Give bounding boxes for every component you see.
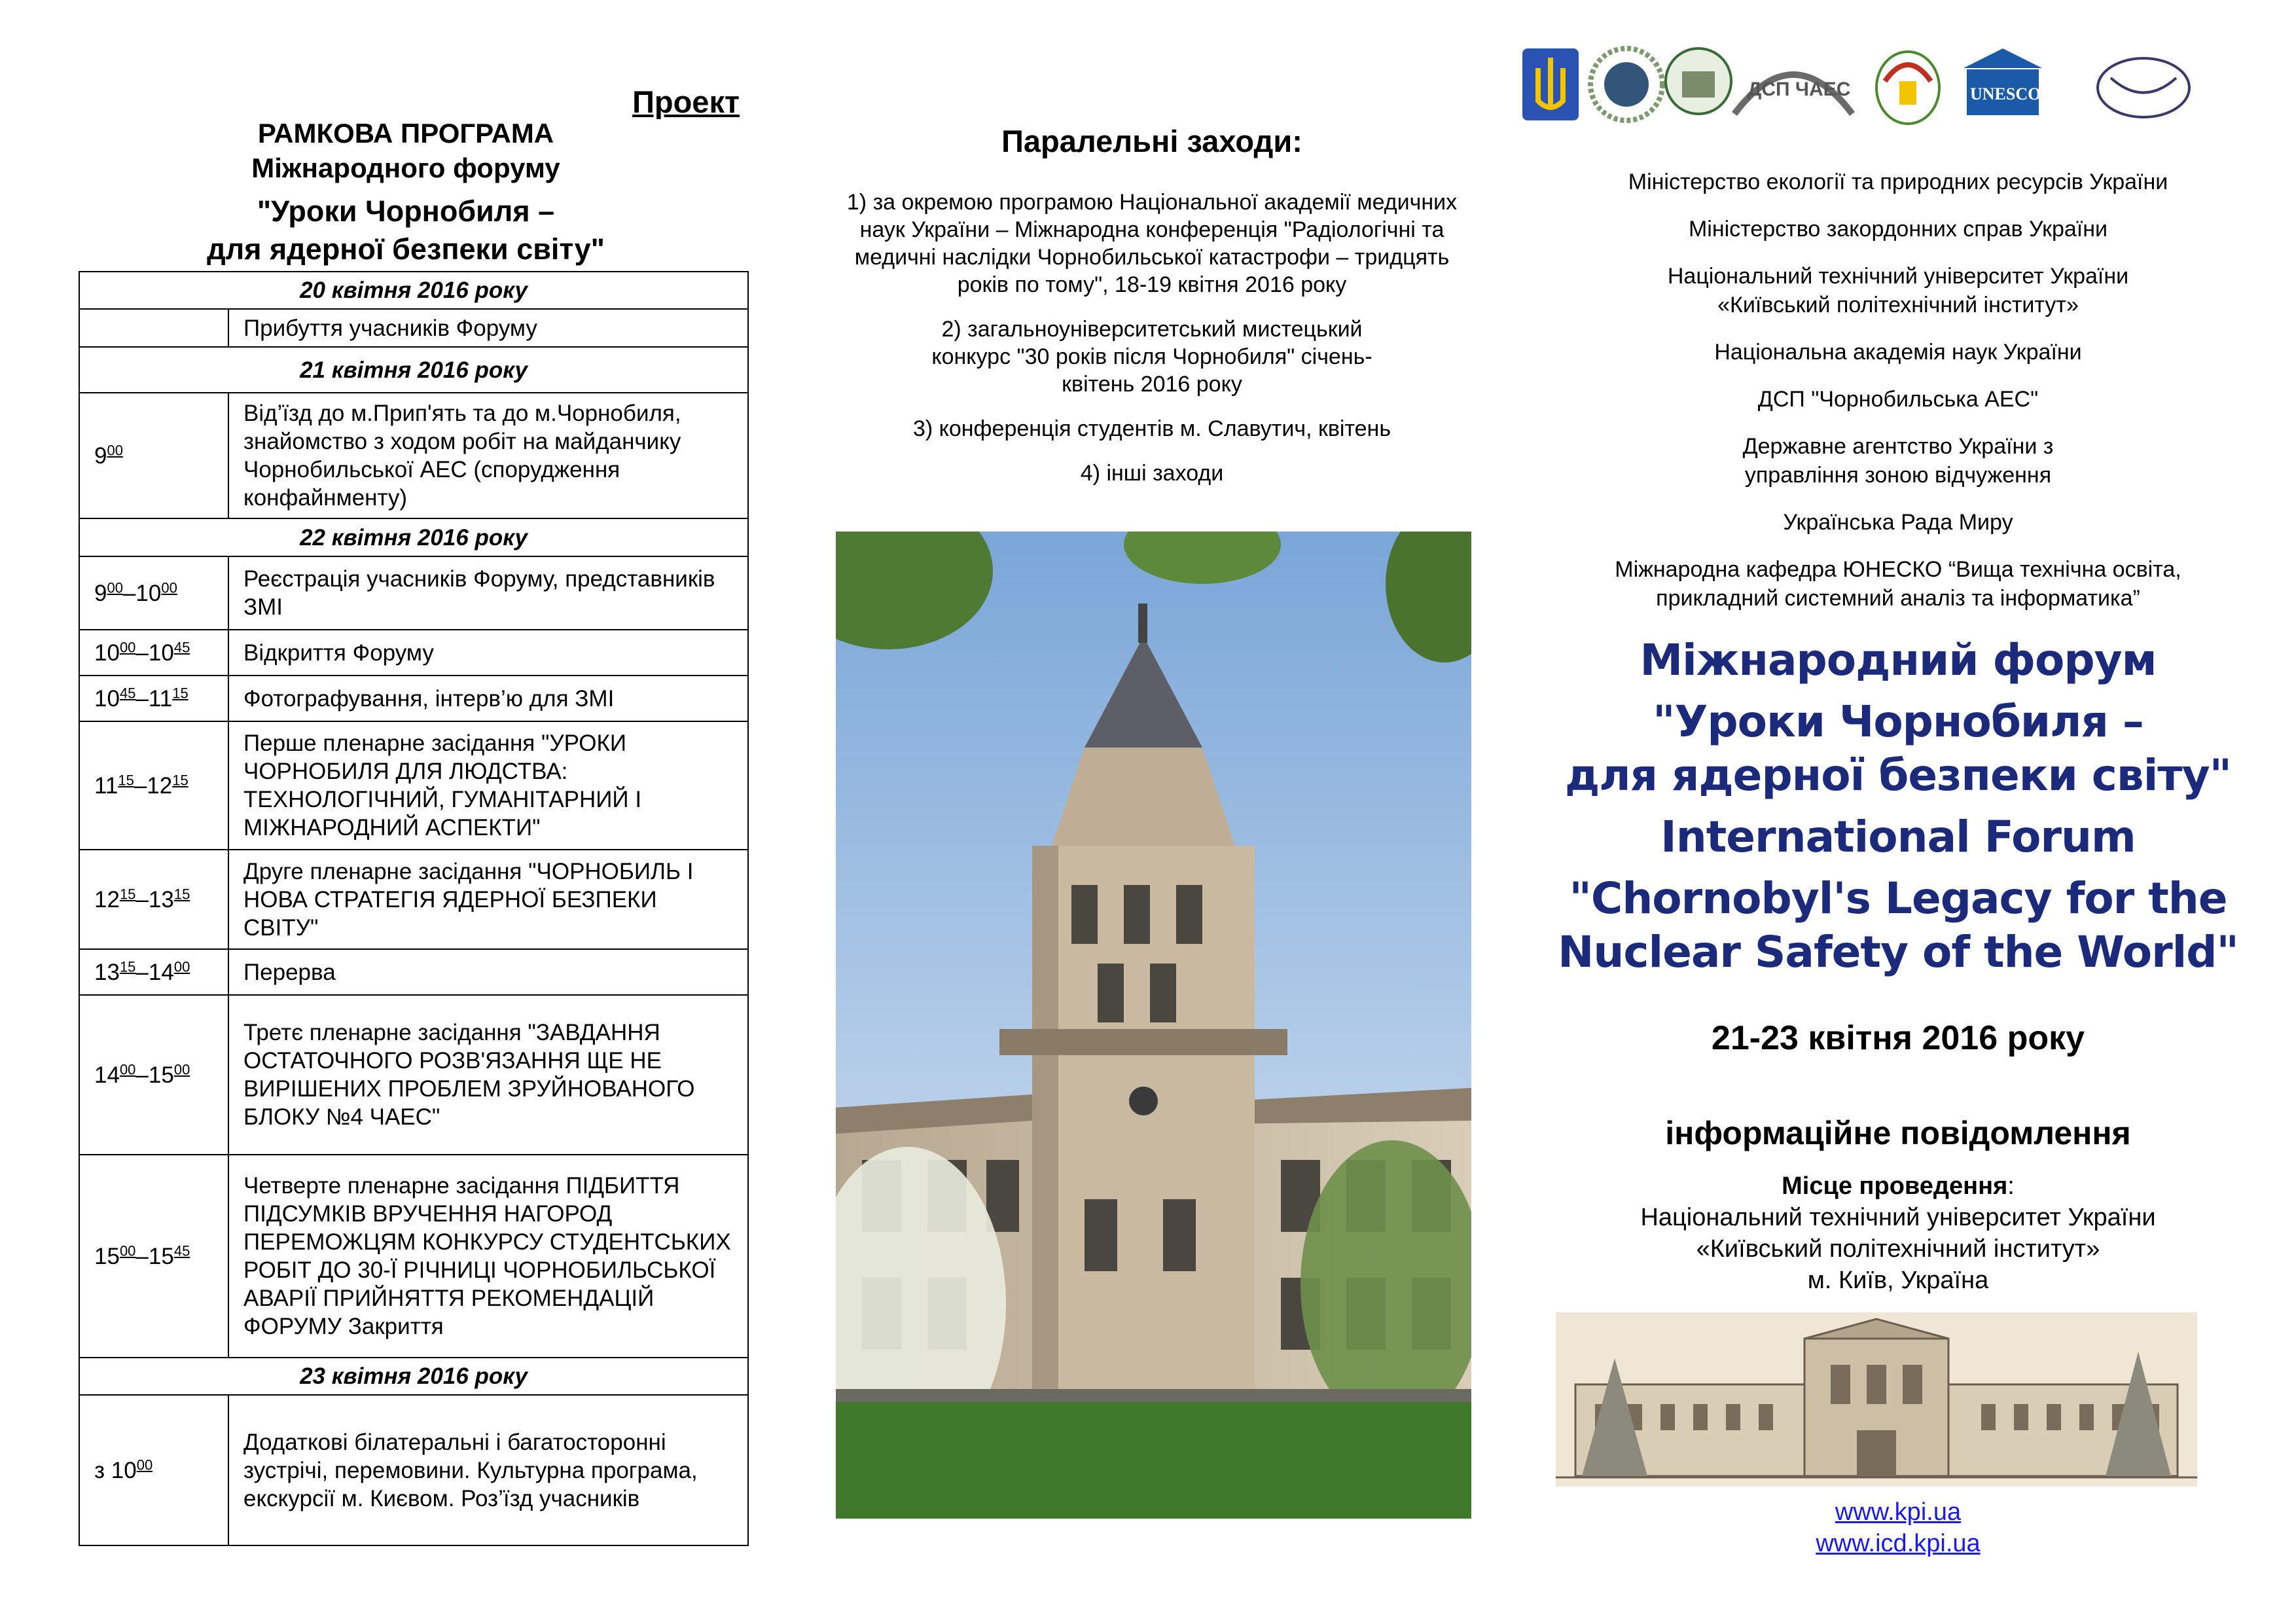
icd-website-link[interactable]: www.icd.kpi.ua — [1816, 1530, 1981, 1557]
program-title-line2: Міжнародного форуму — [251, 153, 560, 183]
forum-title-ua-line3: для ядерної безпеки світу" — [1565, 750, 2231, 801]
schedule-day-header: 23 квітня 2016 року — [79, 1358, 748, 1395]
organizer-item: Міжнародна кафедра ЮНЕСКО “Вища технічна освіта, прикладний системний аналіз та інформатика” — [1615, 557, 2181, 611]
schedule-activity: Додаткові білатеральні і багатосторонні зустрічі, перемовини. Культурна програма, екскурсії м. Києвом. Роз’їзд учасників — [228, 1395, 748, 1545]
forum-dates: 21-23 квітня 2016 року — [1711, 1019, 2085, 1057]
chnpp-logo-icon — [1734, 75, 1852, 114]
parallel-events-list — [805, 189, 1499, 504]
schedule-activity: Перерва — [228, 949, 748, 995]
schedule-activity: Друге пленарне засідання "ЧОРНОБИЛЬ І НОВА СТРАТЕГІЯ ЯДЕРНОЇ БЕЗПЕКИ СВІТУ" — [228, 850, 748, 949]
schedule-time: $11^{15}-12^{15}$ — [79, 721, 228, 850]
schedule-day-header: 20 квітня 2016 року — [79, 272, 748, 309]
organizers-list — [1538, 168, 2258, 631]
organizer-item: Міністерство екології та природних ресурсів України — [1628, 170, 2168, 194]
venue-label: Місце проведення — [1782, 1172, 2008, 1200]
schedule-time: $13^{15}-14^{00}$ — [79, 949, 228, 995]
parallel-event-item: 2) загальноуніверситетський мистецький конкурс "30 років після Чорнобиля" січень-квітень 2016 року — [931, 317, 1372, 397]
kpi-website-link[interactable]: www.kpi.ua — [1835, 1498, 1962, 1526]
schedule-time: $9^{00}-10^{00}$ — [79, 556, 228, 630]
organizer-item: Національна академія наук України — [1714, 340, 2082, 365]
schedule-time: $10^{00}-10^{45}$ — [79, 630, 228, 676]
schedule-activity: Прибуття учасників Форуму — [228, 309, 748, 347]
venue-line: м. Київ, Україна — [1807, 1267, 1989, 1294]
venue-line: Національний технічний університет України — [1640, 1204, 2156, 1231]
globe-emblem-icon — [2098, 58, 2189, 117]
program-title-line3: "Уроки Чорнобиля – — [257, 194, 555, 228]
kpi-building-drawing — [1556, 1312, 2197, 1487]
schedule-activity: Реєстрація учасників Форуму, представників ЗМІ — [228, 556, 748, 630]
peace-leaf-emblem-icon — [1876, 52, 1939, 124]
schedule-table — [79, 271, 749, 1546]
forum-title-en-line2: "Chornobyl's Legacy for the — [1569, 873, 2227, 924]
organizer-item: Національний технічний університет України «Київський політехнічний інститут» — [1667, 264, 2129, 317]
forum-title-en-line3: Nuclear Safety of the World" — [1558, 927, 2238, 977]
schedule-time: $15^{00}-15^{45}$ — [79, 1155, 228, 1358]
forum-title-ua-line1: Міжнародний форум — [1640, 635, 2157, 685]
info-message-label: інформаційне повідомлення — [1665, 1115, 2131, 1151]
schedule-activity: Четверте пленарне засідання ПІДБИТТЯ ПІДСУМКІВ ВРУЧЕННЯ НАГОРОД ПЕРЕМОЖЦЯМ КОНКУРСУ СТУДЕНТСЬКИХ РОБІТ ДО 30-Ї РІЧНИЦІ ЧОРНОБИЛЬСЬКОЇ АВАРІЇ ПРИЙНЯТТЯ РЕКОМЕНДАЦІЙ ФОРУМУ Закриття — [228, 1155, 748, 1358]
venue-block: Місце проведення: Національний технічний університет України «Київський політехнічний інститут» м. Київ, Україна — [1525, 1170, 2271, 1296]
schedule-time: $9^{00}$ — [79, 393, 228, 518]
academy-emblem-icon — [1666, 48, 1731, 114]
schedule-time — [79, 309, 228, 347]
organizer-item: Державне агентство України з управління зоною відчуження — [1742, 434, 2054, 488]
schedule-time: $12^{15}-13^{15}$ — [79, 850, 228, 949]
forum-title-en-line1: International Forum — [1660, 812, 2136, 862]
program-title-line4: для ядерної безпеки світу" — [207, 232, 605, 266]
parallel-event-item: 4) інші заходи — [1080, 461, 1224, 486]
organizer-item: Українська Рада Миру — [1783, 510, 2013, 535]
schedule-activity: Третє пленарне засідання "ЗАВДАННЯ ОСТАТОЧНОГО РОЗВ'ЯЗАННЯ ЩЕ НЕ ВИРІШЕНИХ ПРОБЛЕМ ЗРУЙНОВАНОГО БЛОКУ №4 ЧАЕС" — [228, 995, 748, 1155]
program-title-line1: РАМКОВА ПРОГРАМА — [257, 118, 554, 149]
organizer-item: Міністерство закордонних справ України — [1688, 217, 2108, 242]
schedule-time: з $10^{00}$ — [79, 1395, 228, 1545]
schedule-time: $14^{00}-15^{00}$ — [79, 995, 228, 1155]
schedule-time: $10^{45}-11^{15}$ — [79, 676, 228, 721]
organizer-item: ДСП "Чорнобильська АЕС" — [1757, 387, 2039, 412]
parallel-event-item: 3) конференція студентів м. Славутич, квітень — [912, 416, 1391, 441]
schedule-day-header: 21 квітня 2016 року — [79, 347, 748, 393]
ukraine-coat-of-arms-icon — [1522, 48, 1579, 120]
schedule-day-header: 22 квітня 2016 року — [79, 518, 748, 556]
kpi-tower-photo — [836, 532, 1471, 1519]
schedule-activity: Від’їзд до м.Прип'ять та до м.Чорнобиля, знайомство з ходом робіт на майданчику Чорнобильської АЕС (спорудження конфайнменту) — [228, 393, 748, 518]
venue-line: «Київський політехнічний інститут» — [1696, 1235, 2100, 1263]
svg-text:UNESCO: UNESCO — [1970, 84, 2041, 103]
parallel-event-item: 1) за окремою програмою Національної академії медичних наук України – Міжнародна конференція "Радіологічні та медичні наслідки Чорнобильської катастрофи – тридцять років по тому", 18-19 квітня 2016 року — [846, 190, 1458, 297]
organizer-logos — [1518, 42, 2238, 134]
program-title — [79, 117, 733, 268]
svg-text:ДСП ЧАЕС: ДСП ЧАЕС — [1748, 79, 1851, 100]
schedule-activity: Відкриття Форуму — [228, 630, 748, 676]
forum-title-ua-line2: "Уроки Чорнобиля – — [1653, 696, 2144, 747]
schedule-activity: Перше пленарне засідання "УРОКИ ЧОРНОБИЛЯ ДЛЯ ЛЮДСТВА: ТЕХНОЛОГІЧНИЙ, ГУМАНІТАРНИЙ І МІЖНАРОДНИЙ АСПЕКТИ" — [228, 721, 748, 850]
unesco-logo-icon — [1964, 48, 2042, 115]
schedule-activity: Фотографування, інтерв’ю для ЗМІ — [228, 676, 748, 721]
nas-emblem-icon — [1590, 48, 1662, 120]
parallel-events-title: Паралельні заходи: — [1001, 124, 1302, 158]
website-links — [1721, 1496, 2075, 1559]
draft-label: Проект — [632, 84, 740, 119]
forum-title — [1525, 634, 2271, 979]
